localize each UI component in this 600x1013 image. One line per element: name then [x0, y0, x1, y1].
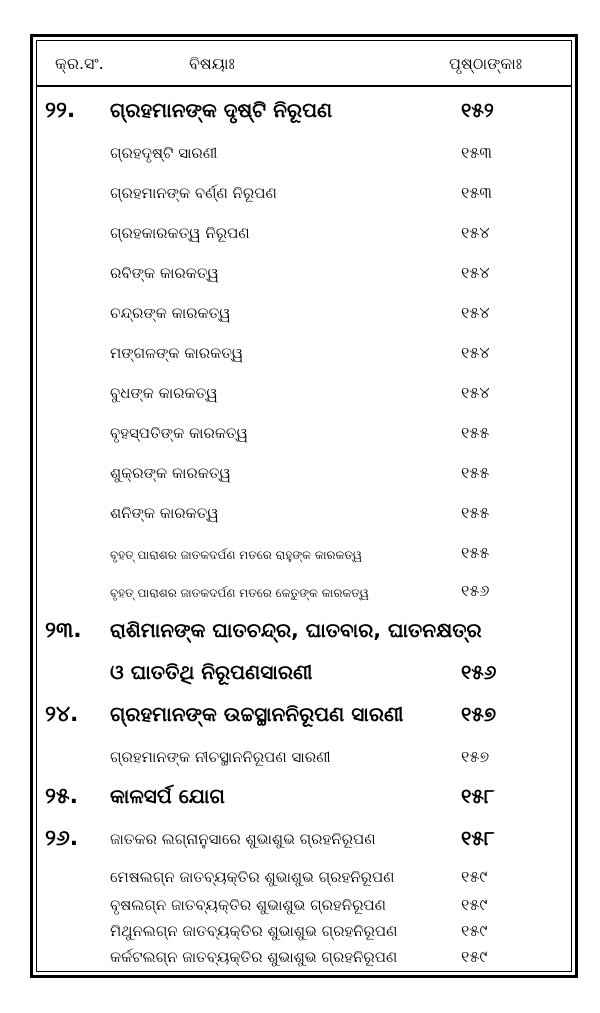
- entry-title: କାଳସର୍ପ ଯୋଗ: [110, 784, 225, 808]
- entry-title: ଗ୍ରହମାନଙ୍କ ଦୃଷ୍ଟି ନିରୂପଣ: [110, 98, 333, 122]
- entry-title: କର୍କଟଲଗ୍ନ ଜାତବ୍ୟକ୍ତିର ଶୁଭାଶୁଭ ଗ୍ରହନିରୂପଣ: [110, 948, 398, 966]
- entry-page: ୧୫୮: [461, 784, 495, 808]
- toc-entry: [37, 254, 571, 292]
- entry-title: ଚନ୍ଦ୍ରଙ୍କ କାରକତ୍ୱ: [110, 304, 231, 322]
- entry-page: ୧୫୫: [461, 503, 490, 522]
- entry-page: ୧୫୪: [461, 303, 490, 322]
- header-page-label: ପୃଷ୍ଠାଙ୍କାଃ: [449, 54, 523, 73]
- toc-entry: [37, 778, 571, 816]
- entry-page: ୧୫୪: [461, 223, 490, 242]
- entry-page: ୧୫୪: [461, 263, 490, 282]
- entry-title: ଓ ଘାତତିଥି ନିରୂପଣସାରଣୀ: [110, 660, 313, 684]
- entry-title: ଜାତକର ଲଗ୍ନାନୁସାରେ ଶୁଭାଶୁଭ ଗ୍ରହନିରୂପଣ: [110, 830, 376, 848]
- entry-page: ୧୫୯: [461, 895, 488, 914]
- entry-title: ଗ୍ରହମାନଙ୍କ ନୀଚସ୍ଥାନନିରୂପଣ ସାରଣୀ: [110, 748, 331, 766]
- entry-number: ୨୬.: [45, 826, 79, 851]
- toc-entry: [37, 612, 571, 650]
- toc-entry: [37, 494, 571, 532]
- entry-page: ୧୫୬: [461, 660, 497, 684]
- entry-number: ୨୪.: [45, 702, 79, 727]
- entry-page: ୧୫୪: [461, 383, 490, 402]
- toc-entry: [37, 294, 571, 332]
- entry-title: ଗ୍ରହଦୃଷ୍ଟି ସାରଣୀ: [110, 144, 218, 162]
- entry-title: ବୃହତ୍ ପାରାଶର ଜାତକଦର୍ପଣ ମତରେ ରାହୁଙ୍କ କାରକତ୍ୱ: [110, 548, 363, 562]
- toc-entry: [37, 134, 571, 172]
- entry-page: ୧୫୭: [461, 702, 497, 726]
- entry-number: ୨୩.: [45, 618, 82, 643]
- entry-title: ମେଷଲଗ୍ନ ଜାତବ୍ୟକ୍ତିର ଶୁଭାଶୁଭ ଗ୍ରହନିରୂପଣ: [110, 868, 395, 886]
- entry-title: ବୃଷଲଗ୍ନ ଜାତବ୍ୟକ୍ତିର ଶୁଭାଶୁଭ ଗ୍ରହନିରୂପଣ: [110, 896, 386, 914]
- toc-entry: [37, 414, 571, 452]
- entry-page: ୧୫୬: [461, 581, 490, 600]
- entry-title: ଶୁକ୍ରଙ୍କ କାରକତ୍ୱ: [110, 464, 231, 482]
- header-number-label: କ୍ର.ସଂ.: [55, 54, 104, 73]
- entry-title: ଗ୍ରହମାନଙ୍କ ଉଚ୍ଚସ୍ଥାନନିରୂପଣ ସାରଣୀ: [110, 702, 404, 726]
- toc-entry: [37, 374, 571, 412]
- entry-title: ମଙ୍ଗଳଙ୍କ କାରକତ୍ୱ: [110, 344, 244, 362]
- toc-entry: [37, 92, 571, 130]
- entry-title: ବୃହସ୍ପତିଙ୍କ କାରକତ୍ୱ: [110, 424, 248, 442]
- entry-page: ୧୫୫: [461, 423, 490, 442]
- toc-entry: [37, 696, 571, 734]
- entry-title: ଶନିଙ୍କ କାରକତ୍ୱ: [110, 504, 219, 522]
- entry-page: ୧୫୫: [461, 543, 490, 562]
- toc-entry: [37, 174, 571, 212]
- entry-title: ଗ୍ରହକାରକତ୍ୱ ନିରୂପଣ: [110, 224, 250, 242]
- toc-header: [37, 41, 571, 87]
- entry-page: ୧୫୨: [461, 98, 494, 122]
- toc-entry: [37, 820, 571, 858]
- entry-title: ବୁଧଙ୍କ କାରକତ୍ୱ: [110, 384, 218, 402]
- entry-title: ଗ୍ରହମାନଙ୍କ ବର୍ଣ୍ଣ ନିରୂପଣ: [110, 184, 277, 202]
- entry-page: ୧୫୮: [461, 826, 495, 850]
- entry-page: ୧୫୪: [461, 343, 490, 362]
- toc-entry: [37, 938, 571, 976]
- entry-title: ରାଶିମାନଙ୍କ ଘାତଚନ୍ଦ୍ର, ଘାତବାର, ଘାତନକ୍ଷତ୍ର: [110, 618, 482, 642]
- entry-page: ୧୫୩: [461, 183, 492, 202]
- toc-entry: [37, 214, 571, 252]
- entry-number: ୨୫.: [45, 784, 79, 809]
- toc-entry: [37, 334, 571, 372]
- toc-entry: [37, 572, 571, 610]
- entry-page: ୧୫୫: [461, 463, 490, 482]
- entry-page: ୧୫୯: [461, 867, 488, 886]
- entry-title: ମିଥୁନଲଗ୍ନ ଜାତବ୍ୟକ୍ତିର ଶୁଭାଶୁଭ ଗ୍ରହନିରୂପଣ: [110, 922, 398, 940]
- header-subject-label: ବିଷୟାଃ: [189, 54, 235, 73]
- entry-number: ୨୨.: [45, 98, 76, 123]
- entry-page: ୧୫୭: [461, 747, 490, 766]
- toc-entry: [37, 654, 571, 692]
- entry-page: ୧୫୩: [461, 143, 492, 162]
- toc-entry: [37, 738, 571, 776]
- entry-page: ୧୫୯: [461, 921, 488, 940]
- entry-title: ରବିଙ୍କ କାରକତ୍ୱ: [110, 264, 219, 282]
- entry-page: ୧୫୯: [461, 947, 488, 966]
- toc-entry: [37, 534, 571, 572]
- entry-title: ବୃହତ୍ ପାରାଶର ଜାତକଦର୍ପଣ ମତରେ କେତୁଙ୍କ କାରକତ୍ୱ: [110, 586, 369, 600]
- toc-entry: [37, 454, 571, 492]
